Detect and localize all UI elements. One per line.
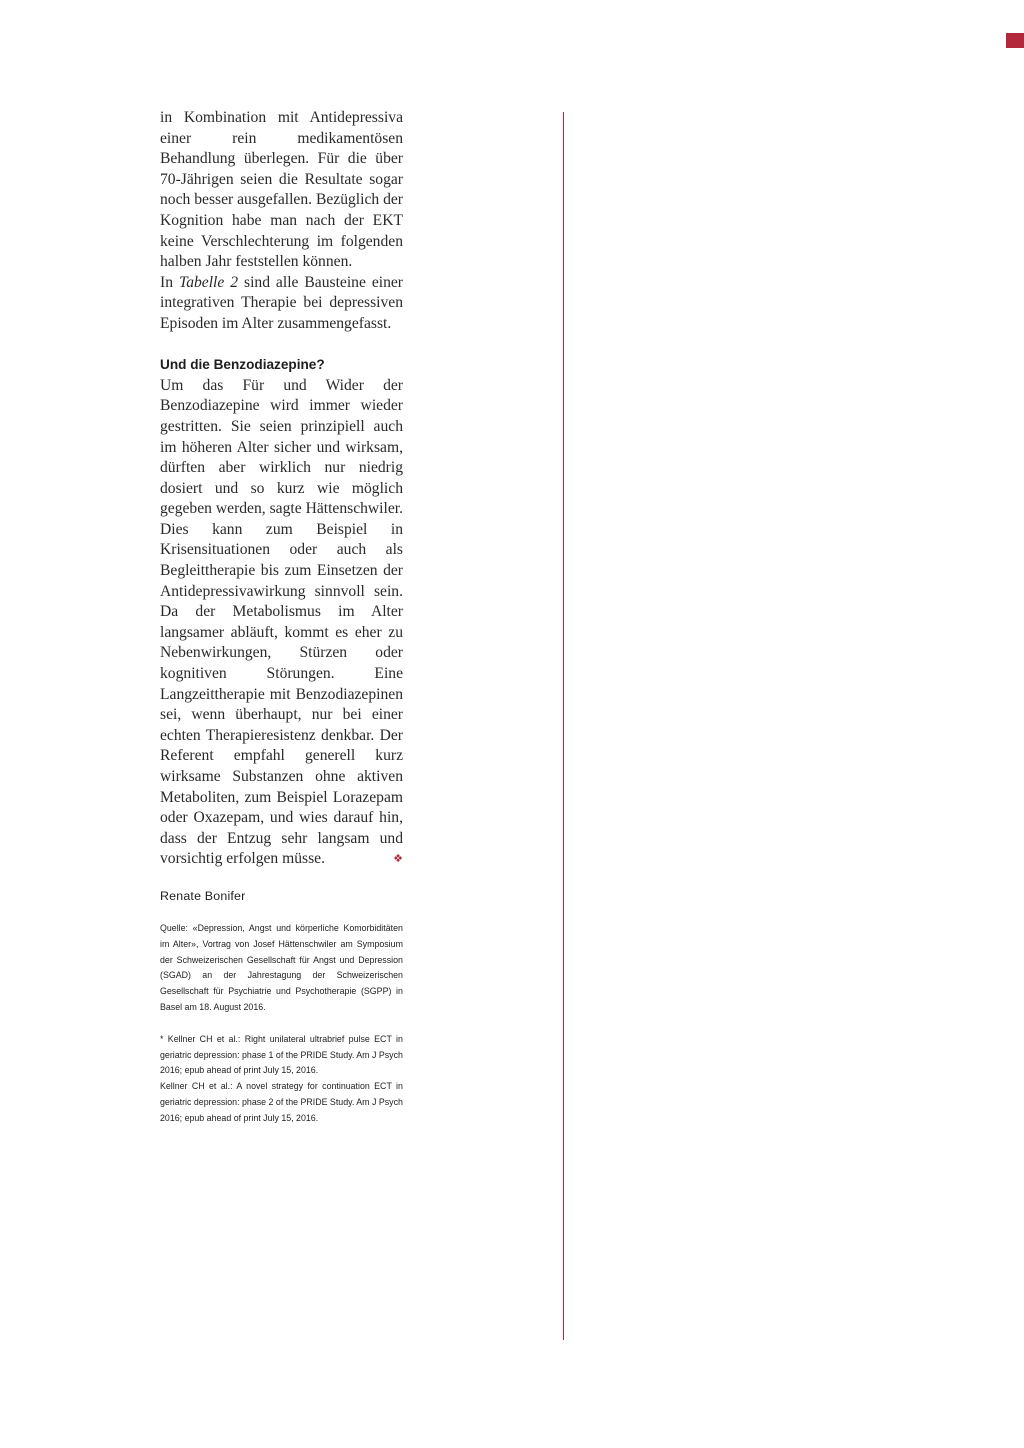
table-reference-link: Tabelle 2 <box>178 273 239 291</box>
section-heading: Und die Benzodiazepine? <box>160 357 325 373</box>
page-corner-marker <box>1006 33 1024 48</box>
table-reference-lead: In <box>160 273 179 291</box>
section-body-text: Um das Für und Wider der Benzodiazepine wird immer wieder gestritten. Sie seien prinzipiell auch im höheren Alter sicher und wirksam, dürften aber wirklich nur niedrig dosiert und so kurz wie möglich gegeben werden, sagte Hättenschwiler. Dies kann zum Beispiel in Krisensituationen oder auch als Begleittherapie bis zum Einsetzen der Antidepressivawirkung sinnvoll sein. Da der Metabolismus im Alter langsamer abläuft, kommt es eher zu Nebenwirkungen, Stürzen oder kognitiven Störungen. Eine Langzeittherapie mit Benzodiazepinen sei, wenn überhaupt, nur bei einer echten Therapieresistenz denkbar. Der Referent empfahl generell kurz wirksame Substanzen ohne aktiven Metaboliten, zum Beispiel Lorazepam oder Oxazepam, und wies darauf hin, dass der Entzug sehr langsam und vorsichtig erfolgen müsse. <box>160 376 403 868</box>
source-note: Quelle: «Depression, Angst und körperliche Komorbiditäten im Alter», Vortrag von Josef Hättenschwiler am Symposium der Schweizerischen Gesellschaft für Angst und Depression (SGAD) an der Jahrestagung der Schweizerischen Gesellschaft für Psychiatrie und Psychotherapie (SGPP) in Basel am 18. August 2016. <box>160 922 403 1013</box>
section-paragraph <box>160 376 403 870</box>
article-column <box>160 108 403 1127</box>
column-divider-line <box>563 112 564 1340</box>
references-list <box>160 1032 403 1127</box>
table-reference-rest: sind alle Bausteine einer integrativen Therapie bei depressiven Episoden im Alter zusammengefasst. <box>160 273 403 332</box>
reference-item: * Kellner CH et al.: Right unilateral ultrabrief pulse ECT in geriatric depression: phase 1 of the PRIDE Study. Am J Psych 2016; epub ahead of print July 15, 2016. <box>160 1033 403 1077</box>
author-name: Renate Bonifer <box>160 888 246 903</box>
table-reference-paragraph <box>160 273 403 335</box>
intro-paragraph: in Kombination mit Antidepressiva einer rein medikamentösen Behandlung überlegen. Für die über 70-Jährigen seien die Resultate sogar noch besser ausgefallen. Bezüglich der Kognition habe man nach der EKT keine Verschlechterung im folgenden halben Jahr feststellen können. <box>160 109 403 271</box>
article-end-mark: ❖ <box>393 852 403 866</box>
reference-item: Kellner CH et al.: A novel strategy for continuation ECT in geriatric depression: phase 2 of the PRIDE Study. Am J Psych 2016; epub ahead of print July 15, 2016. <box>160 1081 403 1124</box>
